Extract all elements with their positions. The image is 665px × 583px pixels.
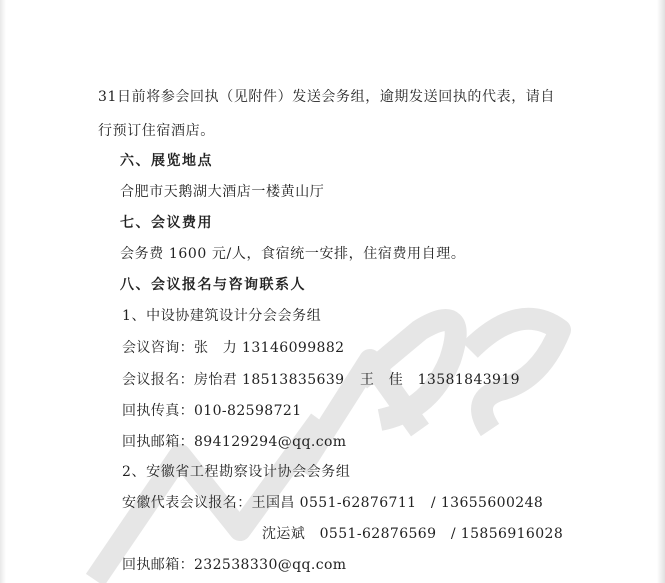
- contact-group-title: 2、安徽省工程勘察设计协会会务组: [122, 464, 351, 480]
- page-left-edge: [0, 0, 6, 583]
- consult-contact: 会议咨询：张 力 13146099882: [122, 340, 345, 356]
- meeting-fees-text: 会务费 1600 元/人，食宿统一安排，住宿费用自理。: [120, 246, 466, 262]
- section-heading-registration-contacts: 八、会议报名与咨询联系人: [120, 277, 306, 293]
- fax-contact: 回执传真：010-82598721: [122, 403, 302, 419]
- paragraph-line: 31日前将参会回执（见附件）发送会务组，逾期发送回执的代表，请自: [98, 89, 556, 105]
- register-contact-extra: 王 佳 13581843919: [360, 372, 520, 388]
- section-heading-exhibition-location: 六、展览地点: [120, 153, 213, 169]
- email-contact: 回执邮箱：894129294@qq.com: [122, 434, 347, 450]
- contact-group-title: 1、中设协建筑设计分会会务组: [122, 308, 322, 324]
- page-right-edge: [657, 0, 665, 583]
- register-contact: 会议报名：房怡君 18513835639: [122, 372, 345, 388]
- anhui-register-contact-2: 沈运斌 0551-62876569 / 15856916028: [262, 526, 564, 542]
- paragraph-line: 行预订住宿酒店。: [98, 123, 215, 139]
- anhui-register-contact: 安徽代表会议报名：王国昌 0551-62876711 / 13655600248: [122, 495, 544, 511]
- exhibition-location-text: 合肥市天鹅湖大酒店一楼黄山厅: [120, 184, 325, 200]
- section-heading-meeting-fees: 七、会议费用: [120, 215, 213, 231]
- anhui-email-contact: 回执邮箱：232538330@qq.com: [122, 557, 347, 573]
